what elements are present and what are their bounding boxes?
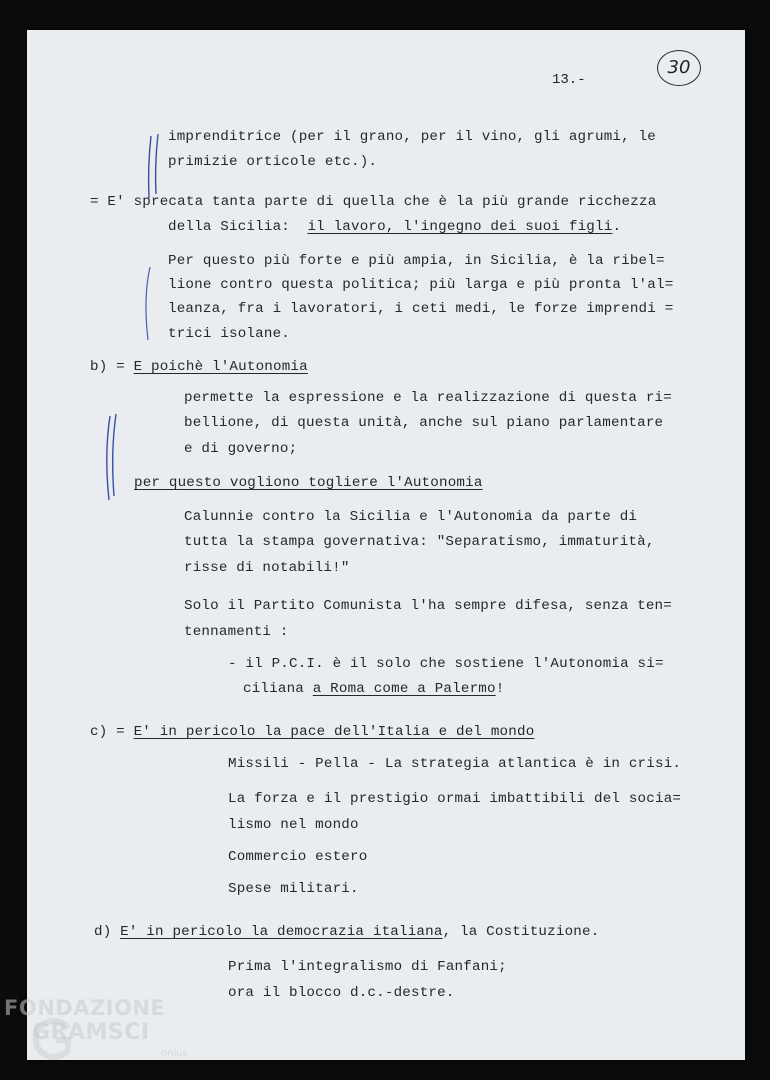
text-line: e di governo; — [184, 441, 298, 457]
text-line: ora il blocco d.c.-destre. — [228, 985, 455, 1001]
margin-mark-3 — [103, 412, 123, 504]
underlined-heading: per questo vogliono togliere l'Autonomia — [134, 475, 483, 491]
text-line: lione contro questa politica; più larga e più pronta l'al= — [168, 277, 674, 293]
document-page — [27, 30, 745, 1060]
text-line: tennamenti : — [184, 624, 289, 640]
text-line: risse di notabili!" — [184, 560, 350, 576]
text-line: lismo nel mondo — [228, 817, 359, 833]
margin-mark-2 — [141, 264, 157, 344]
text-line: La forza e il prestigio ormai imbattibili del socia= — [228, 791, 682, 807]
text-line: leanza, fra i lavoratori, i ceti medi, le forze imprendi = — [168, 301, 674, 317]
text-line: Missili - Pella - La strategia atlantica è in crisi. — [228, 756, 682, 772]
text-line: primizie orticole etc.). — [168, 154, 378, 170]
text-line: Per questo più forte e più ampia, in Sicilia, è la ribel= — [168, 253, 665, 269]
text-line: della Sicilia: il lavoro, l'ingegno dei suoi figli. — [168, 219, 622, 235]
text-line: b) = E poichè l'Autonomia — [90, 359, 308, 375]
text-line: ciliana a Roma come a Palermo! — [243, 681, 505, 697]
underlined-phrase: il lavoro, l'ingegno dei suoi figli — [307, 219, 613, 235]
archive-number-circle: 30 — [657, 50, 701, 86]
text-line: trici isolane. — [168, 326, 290, 342]
underlined-heading: E' in pericolo la pace dell'Italia e del mondo — [133, 724, 535, 740]
page-number: 13.- — [552, 72, 586, 88]
text-line: Solo il Partito Comunista l'ha sempre difesa, senza ten= — [184, 598, 672, 614]
text-line: Prima l'integralismo di Fanfani; — [228, 959, 507, 975]
text-line: Spese militari. — [228, 881, 359, 897]
text-line: imprenditrice (per il grano, per il vino, gli agrumi, le — [168, 129, 656, 145]
underlined-phrase: a Roma come a Palermo — [312, 681, 496, 697]
underlined-heading: E poichè l'Autonomia — [133, 359, 308, 375]
text-line: Calunnie contro la Sicilia e l'Autonomia da parte di — [184, 509, 638, 525]
text-line: permette la espressione e la realizzazione di questa ri= — [184, 390, 672, 406]
margin-mark-1 — [143, 132, 165, 202]
text-line: Commercio estero — [228, 849, 368, 865]
underlined-heading: E' in pericolo la democrazia italiana — [120, 924, 443, 940]
text-line: tutta la stampa governativa: "Separatismo, immaturità, — [184, 534, 655, 550]
text-line: - il P.C.I. è il solo che sostiene l'Autonomia si= — [228, 656, 664, 672]
text-line: bellione, di questa unità, anche sul piano parlamentare — [184, 415, 664, 431]
fondazione-gramsci-watermark: FONDAZIONE GRAMSCI onlus — [4, 996, 194, 1076]
text-line: c) = E' in pericolo la pace dell'Italia e del mondo — [90, 724, 535, 740]
text-line: d) E' in pericolo la democrazia italiana, la Costituzione. — [94, 924, 600, 940]
text-line: = E' sprecata tanta parte di quella che è la più grande ricchezza — [90, 194, 657, 210]
